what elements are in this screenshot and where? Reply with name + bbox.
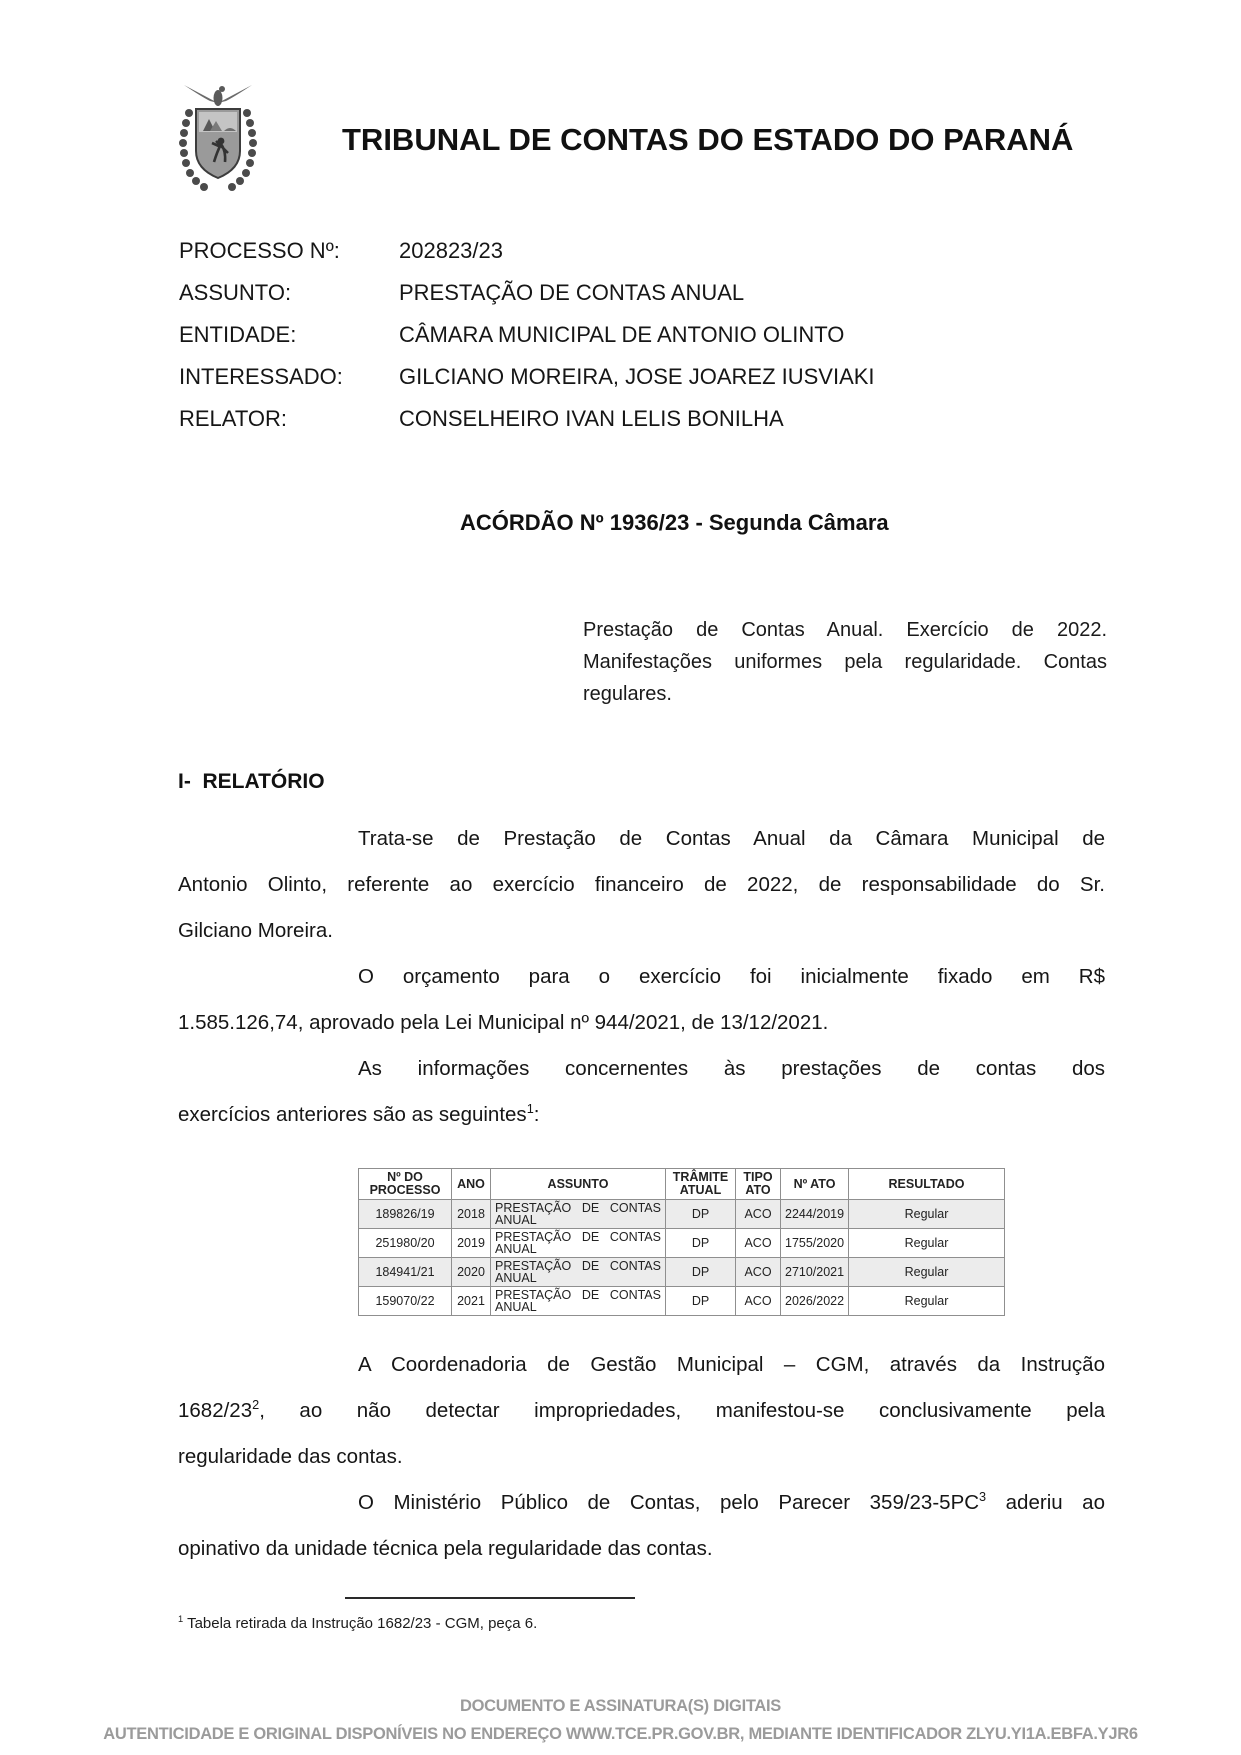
rapporteur-row xyxy=(179,398,875,440)
process-number-row xyxy=(179,230,875,272)
footnote-1-marker: 1 xyxy=(178,1614,184,1624)
table-cell: DP xyxy=(666,1229,736,1258)
table-cell: 2020 xyxy=(452,1258,491,1287)
process-number-label: PROCESSO Nº: xyxy=(179,238,340,263)
parana-coat-of-arms-icon xyxy=(176,80,260,200)
text-line xyxy=(178,1092,1105,1138)
text-segment: O Ministério Público de Contas, pelo Parecer 359/23-5PC xyxy=(358,1491,980,1514)
text-segment: O orçamento para o exercício foi inicialmente fixado em R$ xyxy=(358,965,1105,988)
footnote-separator xyxy=(345,1597,635,1599)
table-header-cell: Nº ATO xyxy=(781,1169,849,1200)
history-table-body xyxy=(359,1200,1005,1316)
table-cell: ACO xyxy=(736,1258,781,1287)
table-cell: Regular xyxy=(849,1200,1005,1229)
superscript-ref: 2 xyxy=(252,1397,260,1413)
text-line xyxy=(178,908,1105,954)
text-segment: regularidade das contas. xyxy=(178,1445,403,1468)
acordao-heading: ACÓRDÃO Nº 1936/23 - Segunda Câmara xyxy=(460,510,889,535)
table-cell: PRESTAÇÃO DE CONTAS ANUAL xyxy=(491,1229,666,1258)
text-segment: Gilciano Moreira. xyxy=(178,919,333,942)
superscript-ref: 1 xyxy=(526,1101,534,1117)
interested-row xyxy=(179,356,875,398)
table-cell: Regular xyxy=(849,1287,1005,1316)
text-segment: , ao não detectar impropriedades, manifestou-se conclusivamente pela xyxy=(259,1399,1105,1422)
text-line xyxy=(178,1388,1105,1434)
footnote-1-text: Tabela retirada da Instrução 1682/23 - CGM, peça 6. xyxy=(183,1615,538,1632)
interested-label: INTERESSADO: xyxy=(179,364,343,389)
text-segment: A Coordenadoria de Gestão Municipal – CGM, através da Instrução xyxy=(358,1353,1105,1376)
table-cell: 184941/21 xyxy=(359,1258,452,1287)
table-cell: 2021 xyxy=(452,1287,491,1316)
table-header-cell: ASSUNTO xyxy=(491,1169,666,1200)
interested-value: GILCIANO MOREIRA, JOSE JOAREZ IUSVIAKI xyxy=(399,364,875,389)
table-cell: 2026/2022 xyxy=(781,1287,849,1316)
table-row xyxy=(359,1229,1005,1258)
process-info-block xyxy=(179,230,875,440)
text-line xyxy=(178,1526,1105,1572)
table-cell: PRESTAÇÃO DE CONTAS ANUAL xyxy=(491,1200,666,1229)
process-number-value: 202823/23 xyxy=(399,238,503,263)
relatorio-body xyxy=(178,816,1105,1572)
text-line xyxy=(178,862,1105,908)
text-line xyxy=(178,1342,1105,1388)
table-cell: ACO xyxy=(736,1287,781,1316)
table-cell: 159070/22 xyxy=(359,1287,452,1316)
text-line xyxy=(583,678,1107,710)
text-segment: aderiu ao xyxy=(986,1491,1105,1514)
table-cell: DP xyxy=(666,1200,736,1229)
table-cell: ACO xyxy=(736,1229,781,1258)
table-header-cell: ANO xyxy=(452,1169,491,1200)
text-line xyxy=(178,1046,1105,1092)
table-cell: DP xyxy=(666,1258,736,1287)
text-line xyxy=(178,816,1105,862)
text-segment: : xyxy=(533,1103,540,1126)
table-cell: Regular xyxy=(849,1229,1005,1258)
paragraph-trata-se xyxy=(178,816,1105,954)
ementa-summary xyxy=(583,614,1107,710)
table-cell: 2244/2019 xyxy=(781,1200,849,1229)
text-segment: Antonio Olinto, referente ao exercício financeiro de 2022, de responsabilidade do Sr. xyxy=(178,873,1105,896)
text-segment: Prestação de Contas Anual. Exercício de 2022. xyxy=(583,619,1107,641)
table-cell: 2019 xyxy=(452,1229,491,1258)
table-cell: ACO xyxy=(736,1200,781,1229)
table-header-cell: RESULTADO xyxy=(849,1169,1005,1200)
table-cell: 189826/19 xyxy=(359,1200,452,1229)
table-header-cell: Nº DO PROCESSO xyxy=(359,1169,452,1200)
table-cell: Regular xyxy=(849,1258,1005,1287)
subject-row xyxy=(179,272,875,314)
history-table-head-row xyxy=(359,1169,1005,1200)
superscript-ref: 3 xyxy=(979,1489,987,1505)
text-line xyxy=(178,1000,1105,1046)
table-row xyxy=(359,1258,1005,1287)
table-row xyxy=(359,1200,1005,1229)
table-cell: 2710/2021 xyxy=(781,1258,849,1287)
table-cell: DP xyxy=(666,1287,736,1316)
entity-value: CÂMARA MUNICIPAL DE ANTONIO OLINTO xyxy=(399,322,845,347)
table-cell: 251980/20 xyxy=(359,1229,452,1258)
entity-label: ENTIDADE: xyxy=(179,322,297,347)
table-header-cell: TIPO ATO xyxy=(736,1169,781,1200)
text-line xyxy=(178,954,1105,1000)
previous-accounts-table xyxy=(358,1168,1005,1316)
footer-line-2: AUTENTICIDADE E ORIGINAL DISPONÍVEIS NO ENDEREÇO WWW.TCE.PR.GOV.BR, MEDIANTE IDENTIFICADOR ZLYU.YI1A.EBFA.YJR6 xyxy=(103,1725,1138,1743)
text-line xyxy=(583,614,1107,646)
digital-signature-footer xyxy=(0,1692,1241,1748)
text-line xyxy=(583,646,1107,678)
footnote-1 xyxy=(178,1615,537,1632)
text-line xyxy=(178,1434,1105,1480)
text-segment: As informações concernentes às prestações de contas dos xyxy=(358,1057,1105,1080)
footer-line-1: DOCUMENTO E ASSINATURA(S) DIGITAIS xyxy=(459,1697,782,1715)
text-segment: exercícios anteriores são as seguintes xyxy=(178,1103,527,1126)
text-segment: 1.585.126,74, aprovado pela Lei Municipal nº 944/2021, de 13/12/2021. xyxy=(178,1011,829,1034)
subject-label: ASSUNTO: xyxy=(179,280,292,305)
text-segment: opinativo da unidade técnica pela regularidade das contas. xyxy=(178,1537,713,1560)
table-cell: PRESTAÇÃO DE CONTAS ANUAL xyxy=(491,1258,666,1287)
text-segment: Manifestações uniformes pela regularidade. Contas xyxy=(583,651,1107,673)
paragraph-ministerio-publico xyxy=(178,1480,1105,1572)
page-title: TRIBUNAL DE CONTAS DO ESTADO DO PARANÁ xyxy=(342,122,1074,157)
table-cell: PRESTAÇÃO DE CONTAS ANUAL xyxy=(491,1287,666,1316)
table-cell: 2018 xyxy=(452,1200,491,1229)
table-row xyxy=(359,1287,1005,1316)
paragraph-coordenadoria xyxy=(178,1342,1105,1480)
table-header-cell: TRÂMITE ATUAL xyxy=(666,1169,736,1200)
text-segment: Trata-se de Prestação de Contas Anual da Câmara Municipal de xyxy=(358,827,1105,850)
paragraph-informacoes xyxy=(178,1046,1105,1138)
rapporteur-label: RELATOR: xyxy=(179,406,287,431)
text-segment: 1682/23 xyxy=(178,1399,253,1422)
rapporteur-value: CONSELHEIRO IVAN LELIS BONILHA xyxy=(399,406,784,431)
entity-row xyxy=(179,314,875,356)
subject-value: PRESTAÇÃO DE CONTAS ANUAL xyxy=(399,280,745,305)
relatorio-section-heading: I- RELATÓRIO xyxy=(178,770,325,793)
text-line xyxy=(178,1480,1105,1526)
table-cell: 1755/2020 xyxy=(781,1229,849,1258)
text-segment: regulares. xyxy=(583,683,672,705)
paragraph-orcamento xyxy=(178,954,1105,1046)
